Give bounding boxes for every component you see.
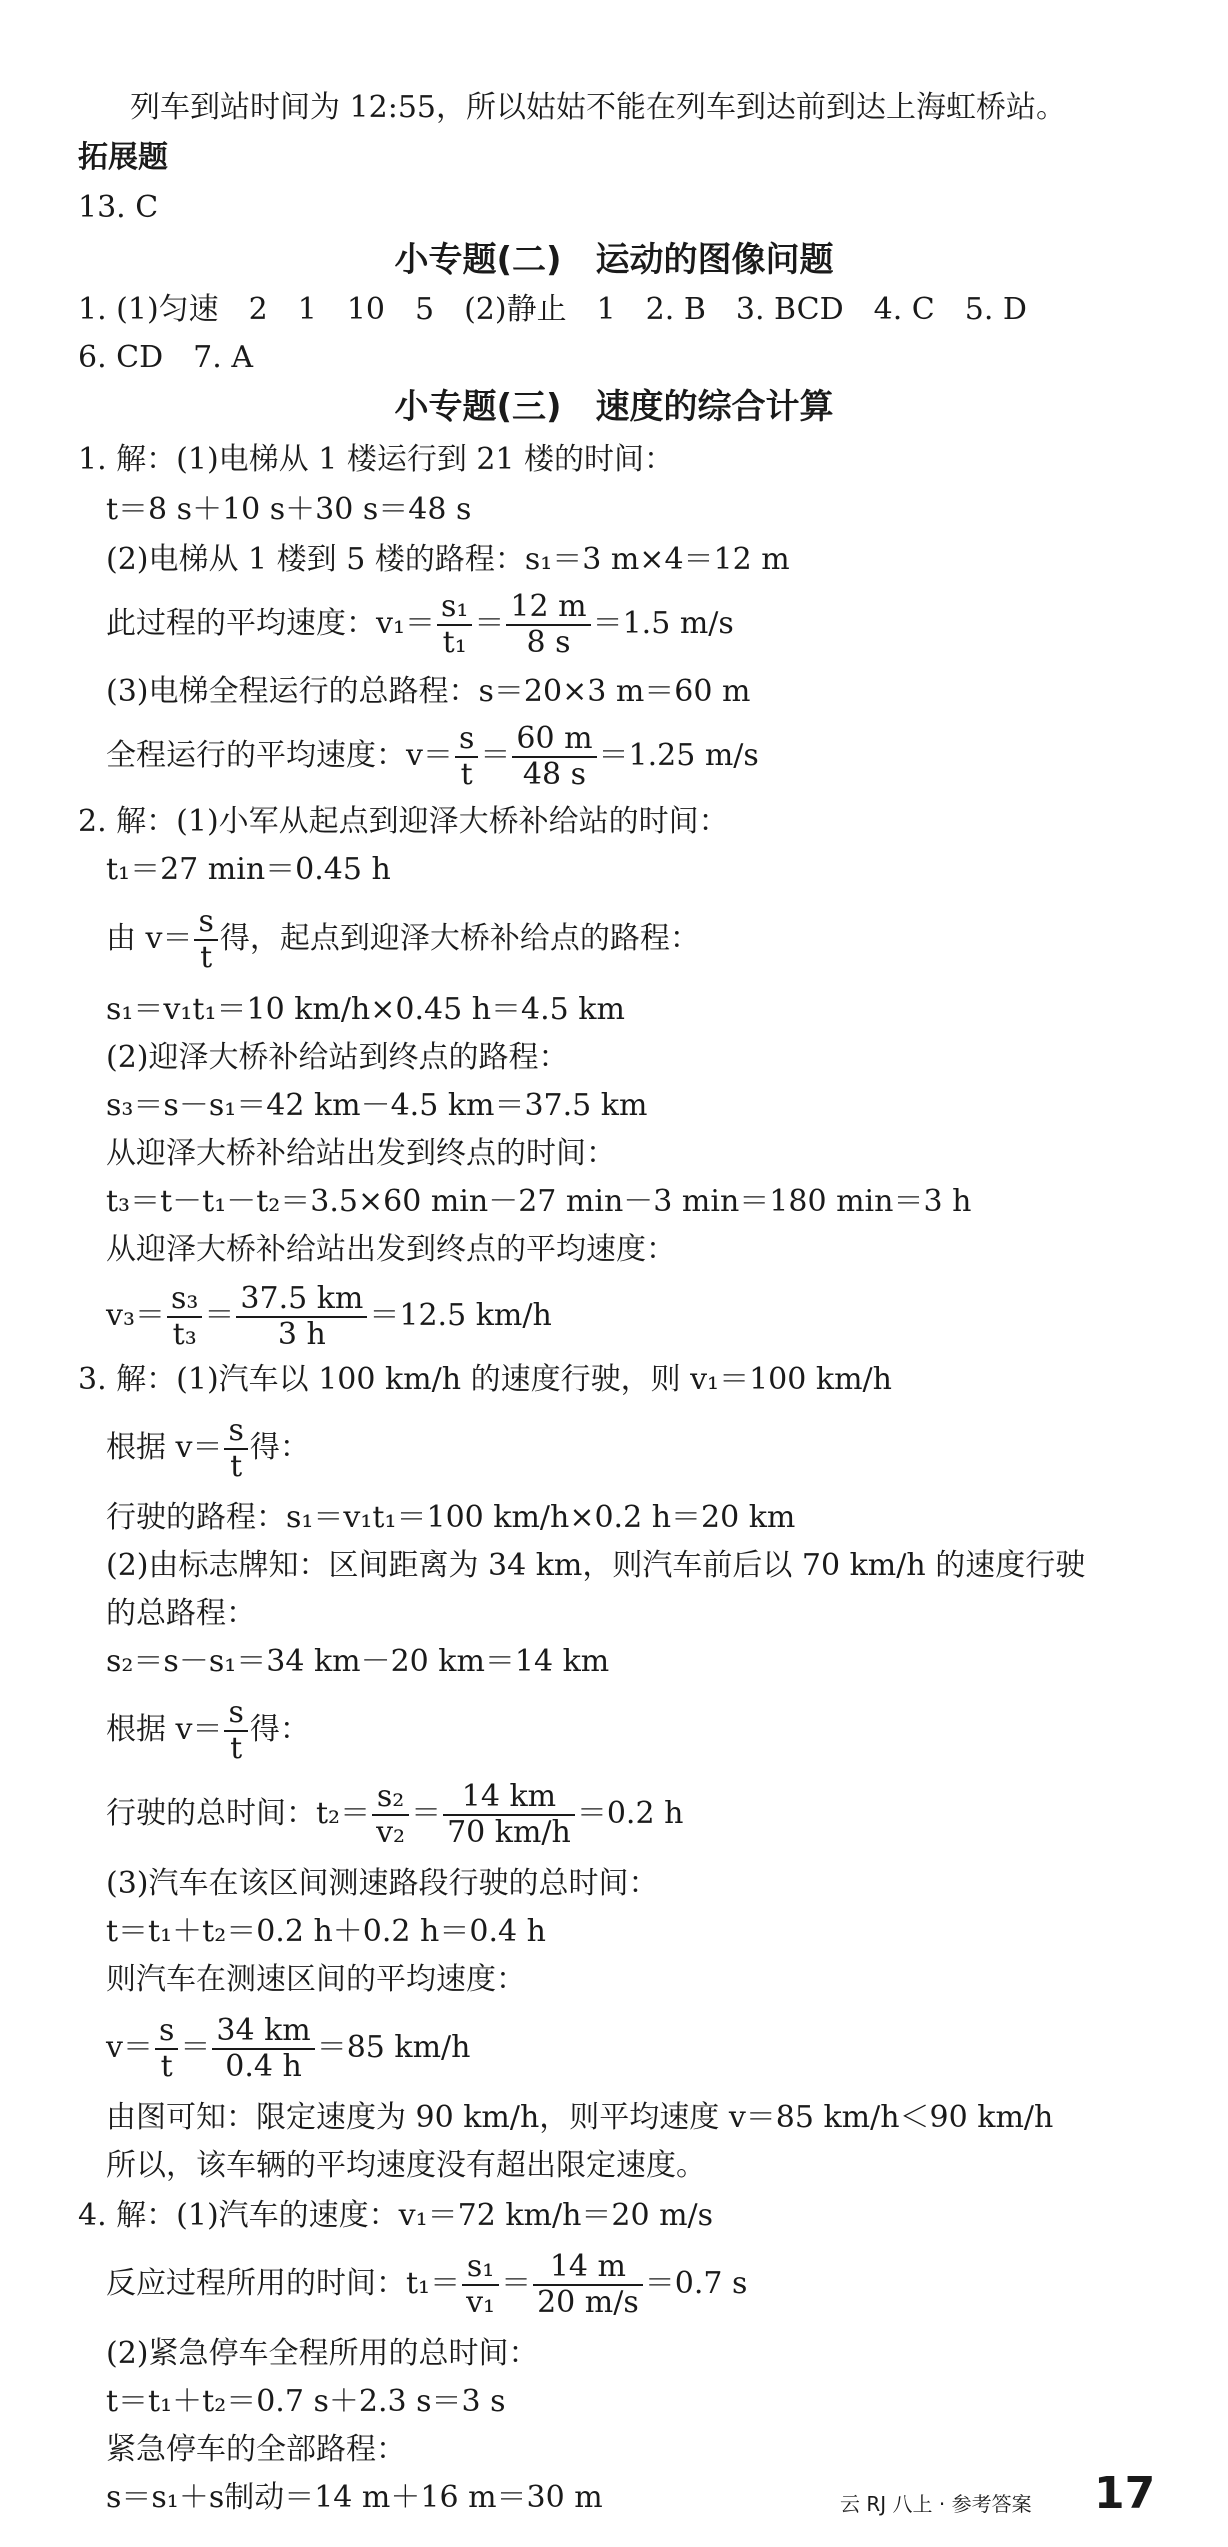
equation-line: (3)电梯全程运行的总路程：s＝20×3 m＝60 m xyxy=(106,674,751,709)
equation-line: (2)由标志牌知：区间距离为 34 km，则汽车前后以 70 km/h 的速度行驶 xyxy=(106,1548,1086,1583)
equation-line: 则汽车在测速区间的平均速度： xyxy=(106,1962,526,1997)
fraction: $\frac{37.5 km}{3 h}$ xyxy=(236,1282,367,1352)
equation-line: t＝t₁＋t₂＝0.2 h＋0.2 h＝0.4 h xyxy=(106,1914,546,1949)
topic-title: 小专题(二) 运动的图像问题 xyxy=(394,240,834,280)
text-line: 列车到站时间为 12:55，所以姑姑不能在列车到达前到达上海虹桥站。 xyxy=(130,90,1066,125)
fraction: $\frac{14 m}{20 m/s}$ xyxy=(533,2250,643,2320)
equation-line: s₂＝s－s₁＝34 km－20 km＝14 km xyxy=(106,1644,610,1679)
equation-line: 由图可知：限定速度为 90 km/h，则平均速度 v＝85 km/h＜90 km/h xyxy=(106,2100,1054,2135)
fraction: $\frac{\text{s₁}}{\text{v₁}}$ xyxy=(462,2250,499,2320)
fraction-line: v＝ $\frac{s}{t}$ ＝ $\frac{34 km}{0.4 h}$ ＝85 km/h xyxy=(106,2013,471,2084)
section-heading: 拓展题 xyxy=(78,140,168,175)
fraction: $\frac{s}{t}$ xyxy=(224,1696,247,1766)
problem-line: 4. 解：(1)汽车的速度：v₁＝72 km/h＝20 m/s xyxy=(78,2198,714,2233)
fraction: $\frac{60 m}{48 s}$ xyxy=(512,722,596,792)
answer-line: 13. C xyxy=(78,190,159,225)
fraction: $\frac{12 m}{8 s}$ xyxy=(506,590,590,660)
fraction: $\frac{\text{s₃}}{\text{t₃}}$ xyxy=(167,1282,202,1352)
fraction: $\frac{s}{t}$ xyxy=(155,2014,178,2084)
fraction: $\frac{14 km}{70 km/h}$ xyxy=(443,1780,575,1850)
footer-label: 云 RJ 八上 · 参考答案 xyxy=(840,2492,1032,2516)
page-number: 17 xyxy=(1094,2468,1156,2519)
answer-line: 6. CD 7. A xyxy=(78,340,253,375)
equation-line: (2)电梯从 1 楼到 5 楼的路程：s₁＝3 m×4＝12 m xyxy=(106,542,790,577)
fraction-line: 此过程的平均速度：v₁＝ $\frac{\text{s₁}}{\text{t₁}}$ ＝ $\frac{12 m}{8 s}$ ＝1.5 m/s xyxy=(106,589,734,660)
problem-line: 1. 解：(1)电梯从 1 楼运行到 21 楼的时间： xyxy=(78,442,675,477)
fraction-line: 全程运行的平均速度：v＝ $\frac{s}{t}$ ＝ $\frac{60 m}{48 s}$ ＝1.25 m/s xyxy=(106,721,759,792)
equation-line: t₁＝27 min＝0.45 h xyxy=(106,852,391,887)
fraction-line: v₃＝ $\frac{\text{s₃}}{\text{t₃}}$ ＝ $\frac{37.5 km}{3 h}$ ＝12.5 km/h xyxy=(106,1281,552,1352)
equation-line: (3)汽车在该区间测速路段行驶的总时间： xyxy=(106,1866,659,1901)
answer-line: 1. (1)匀速 2 1 10 5 (2)静止 1 2. B 3. BCD 4. C 5. D xyxy=(78,292,1027,327)
fraction: $\frac{\text{s₁}}{\text{t₁}}$ xyxy=(437,590,472,660)
equation-line: 紧急停车的全部路程： xyxy=(106,2432,406,2467)
equation-line: (2)紧急停车全程所用的总时间： xyxy=(106,2336,539,2371)
equation-line: 行驶的路程：s₁＝v₁t₁＝100 km/h×0.2 h＝20 km xyxy=(106,1500,796,1535)
equation-line: s＝s₁＋s制动＝14 m＋16 m＝30 m xyxy=(106,2480,603,2515)
fraction-line: 根据 v＝ $\frac{s}{t}$ 得： xyxy=(106,1413,310,1484)
fraction-line: 反应过程所用的时间：t₁＝ $\frac{\text{s₁}}{\text{v₁}}$ ＝ $\frac{14 m}{20 m/s}$ ＝0.7 s xyxy=(106,2249,748,2320)
equation-line: (2)迎泽大桥补给站到终点的路程： xyxy=(106,1040,569,1075)
fraction: $\frac{34 km}{0.4 h}$ xyxy=(212,2014,314,2084)
equation-line: t₃＝t－t₁－t₂＝3.5×60 min－27 min－3 min＝180 min＝3 h xyxy=(106,1184,972,1219)
topic-title: 小专题(三) 速度的综合计算 xyxy=(394,387,834,427)
problem-line: 2. 解：(1)小军从起点到迎泽大桥补给站的时间： xyxy=(78,804,729,839)
equation-line: 的总路程： xyxy=(106,1596,256,1631)
equation-line: 所以，该车辆的平均速度没有超出限定速度。 xyxy=(106,2148,706,2183)
problem-line: 3. 解：(1)汽车以 100 km/h 的速度行驶，则 v₁＝100 km/h xyxy=(78,1362,892,1397)
equation-line: s₃＝s－s₁＝42 km－4.5 km＝37.5 km xyxy=(106,1088,648,1123)
fraction-line: 根据 v＝ $\frac{s}{t}$ 得： xyxy=(106,1695,310,1766)
fraction-line: 行驶的总时间：t₂＝ $\frac{\text{s₂}}{\text{v₂}}$ ＝ $\frac{14 km}{70 km/h}$ ＝0.2 h xyxy=(106,1779,684,1850)
equation-line: s₁＝v₁t₁＝10 km/h×0.45 h＝4.5 km xyxy=(106,992,625,1027)
fraction: $\frac{s}{t}$ xyxy=(455,722,478,792)
equation-line: t＝8 s＋10 s＋30 s＝48 s xyxy=(106,492,472,527)
fraction: $\frac{s}{t}$ xyxy=(224,1414,247,1484)
fraction-line: 由 v＝ $\frac{s}{t}$ 得，起点到迎泽大桥补给点的路程： xyxy=(106,904,700,975)
equation-line: t＝t₁＋t₂＝0.7 s＋2.3 s＝3 s xyxy=(106,2384,506,2419)
equation-line: 从迎泽大桥补给站出发到终点的平均速度： xyxy=(106,1232,676,1267)
equation-line: 从迎泽大桥补给站出发到终点的时间： xyxy=(106,1136,616,1171)
fraction: $\frac{s}{t}$ xyxy=(194,905,217,975)
fraction: $\frac{\text{s₂}}{\text{v₂}}$ xyxy=(372,1780,409,1850)
